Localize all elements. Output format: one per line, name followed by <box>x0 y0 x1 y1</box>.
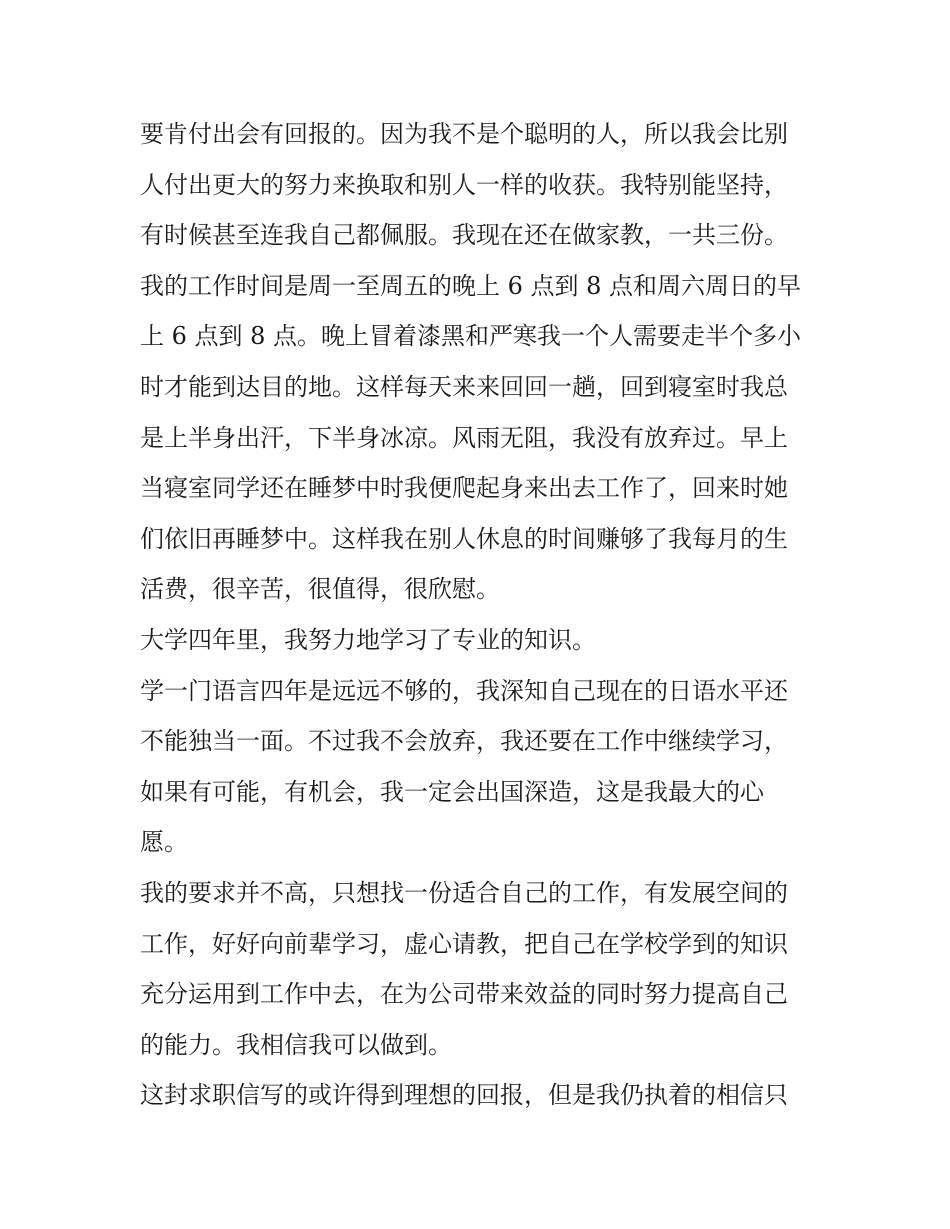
text-line: 充分运用到工作中去，在为公司带来效益的同时努力提高自己 <box>140 980 788 1009</box>
text-line: 我的工作时间是周一至周五的晚上 6 点到 8 点和周六周日的早 <box>140 271 802 300</box>
text-line: 愿。 <box>140 828 188 857</box>
text-line: 的能力。我相信我可以做到。 <box>140 1030 452 1059</box>
text-line: 这封求职信写的或许得到理想的回报，但是我仍执着的相信只 <box>140 1081 788 1110</box>
text-line: 如果有可能，有机会，我一定会出国深造，这是我最大的心 <box>140 777 764 806</box>
document-body-text <box>140 109 820 1121</box>
text-line: 当寝室同学还在睡梦中时我便爬起身来出去工作了，回来时她 <box>140 474 788 503</box>
text-line: 我的要求并不高，只想找一份适合自己的工作，有发展空间的 <box>140 878 788 907</box>
text-line: 们依旧再睡梦中。这样我在别人休息的时间赚够了我每月的生 <box>140 524 788 553</box>
text-line: 要肯付出会有回报的。因为我不是个聪明的人，所以我会比别 <box>140 120 788 148</box>
text-line: 人付出更大的努力来换取和别人一样的收获。我特别能坚持， <box>140 170 788 199</box>
text-line: 上 6 点到 8 点。晚上冒着漆黑和严寒我一个人需要走半个多小 <box>140 322 802 351</box>
text-line: 是上半身出汗，下半身冰凉。风雨无阻，我没有放弃过。早上 <box>140 423 788 452</box>
text-line: 有时候甚至连我自己都佩服。我现在还在做家教，一共三份。 <box>140 221 788 250</box>
text-line: 大学四年里，我努力地学习了专业的知识。 <box>140 625 596 654</box>
text-line: 学一门语言四年是远远不够的，我深知自己现在的日语水平还 <box>140 676 788 705</box>
text-line: 工作，好好向前辈学习，虚心请教，把自己在学校学到的知识 <box>140 929 788 958</box>
text-line: 不能独当一面。不过我不会放弃，我还要在工作中继续学习， <box>140 727 788 756</box>
text-line: 活费，很辛苦，很值得，很欣慰。 <box>140 575 500 604</box>
text-line: 时才能到达目的地。这样每天来来回回一趟，回到寝室时我总 <box>140 372 788 401</box>
